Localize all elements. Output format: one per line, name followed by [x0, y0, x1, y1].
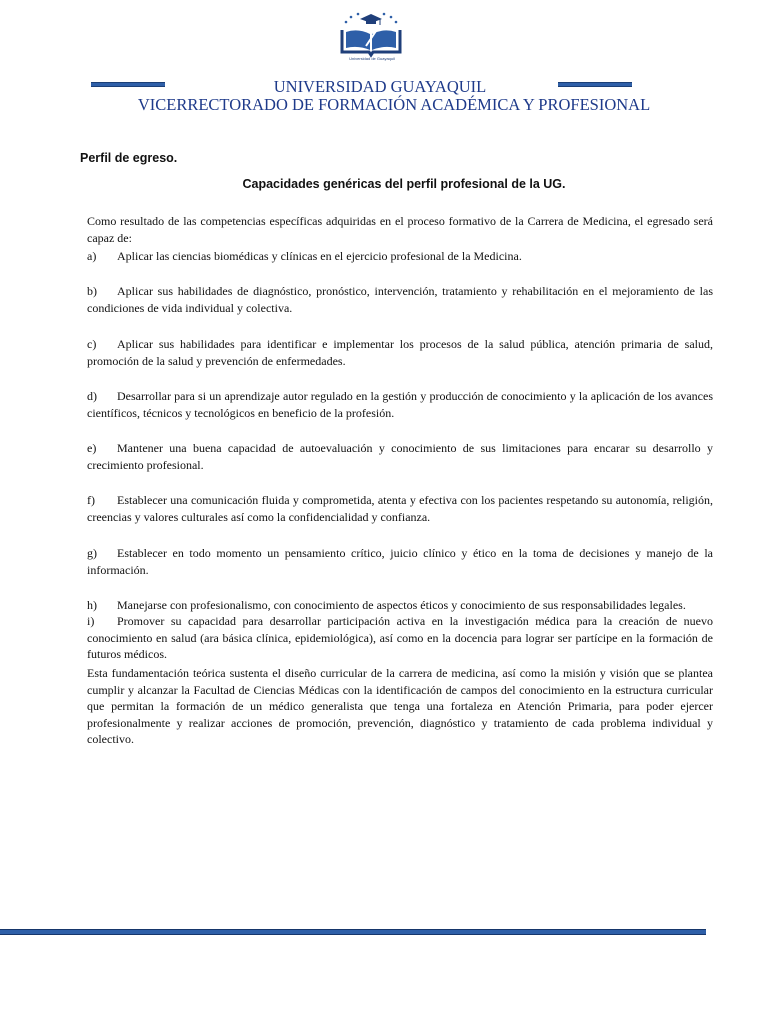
logo-caption: Universidad de Guayaquil: [349, 56, 395, 61]
list-item-text: Desarrollar para si un aprendizaje autor regulado en la gestión y producción de conocimiento y la aplicación de los avances científicos, técnicos y tecnológicos en beneficio de la profesión.: [87, 389, 713, 420]
list-item-label: e): [87, 441, 97, 455]
book-graduation-cap-icon: [336, 10, 406, 58]
list-item-text: Aplicar sus habilidades para identificar e implementar los procesos de la salud pública, atención primaria de salud, promoción de la salud y prevención de enfermedades.: [87, 337, 713, 368]
list-item-text: Promover su capacidad para desarrollar participación activa en la investigación médica para la creación de nuevo conocimiento en salud (ara básica clínica, epidemiológica), así como en la docencia para lograr ser partícipe en la formación de futuros médicos.: [87, 614, 713, 661]
list-item: [87, 492, 713, 525]
list-item: [87, 597, 713, 614]
list-item: [87, 440, 713, 473]
list-item-label: d): [87, 389, 97, 403]
list-item-text: Aplicar las ciencias biomédicas y clínicas en el ejercicio profesional de la Medicina.: [117, 249, 522, 263]
closing-paragraph: Esta fundamentación teórica sustenta el diseño curricular de la carrera de medicina, así como la misión y visión que se plantea cumplir y alcanzar la Facultad de Ciencias Médicas con la identificación de campos del conocimiento en la estructura curricular que permitan la formación de un médico generalista que tenga una fortaleza en Atención Primaria, para poder ejercer profesionalmente y realizar acciones de promoción, prevención, diagnóstico y tratamiento de cada problema individual y colectivo.: [87, 666, 713, 746]
list-item: [87, 248, 713, 265]
list-item-label: g): [87, 546, 97, 560]
list-item: [87, 283, 713, 316]
list-item: [87, 613, 713, 663]
list-item: [87, 388, 713, 421]
list-item-label: i): [87, 614, 95, 628]
intro-paragraph: Como resultado de las competencias específicas adquiridas en el proceso formativo de la Carrera de Medicina, el egresado será capaz de:: [87, 214, 713, 245]
list-item-label: c): [87, 337, 97, 351]
list-item-text: Mantener una buena capacidad de autoevaluación y conocimiento de sus limitaciones para encarar su desarrollo y crecimiento profesional.: [87, 441, 713, 472]
list-item-label: b): [87, 284, 97, 298]
list-item-text: Aplicar sus habilidades de diagnóstico, pronóstico, intervención, tratamiento y rehabilitación en el mejoramiento de las condiciones de vida individual y colectiva.: [87, 284, 713, 315]
list-item: [87, 545, 713, 578]
university-title: UNIVERSIDAD GUAYAQUIL: [273, 77, 487, 96]
list-item-label: a): [87, 249, 97, 263]
list-item: [87, 336, 713, 369]
list-item-label: f): [87, 493, 95, 507]
footer-bar: [0, 929, 706, 935]
list-item-text: Manejarse con profesionalismo, con conocimiento de aspectos éticos y conocimiento de sus responsabilidades legales.: [117, 598, 686, 612]
list-item-label: h): [87, 598, 97, 612]
subtitle: Capacidades genéricas del perfil profesional de la UG.: [242, 177, 566, 191]
list-item-text: Establecer una comunicación fluida y comprometida, atenta y efectiva con los pacientes respetando su autonomía, religión, creencias y valores culturales así como la confidencialidad y confianza.: [87, 493, 713, 524]
list-item-text: Establecer en todo momento un pensamiento crítico, juicio clínico y ético en la toma de decisiones y manejo de la información.: [87, 546, 713, 577]
section-title: Perfil de egreso.: [80, 151, 178, 165]
vicerrectorado-title: VICERRECTORADO DE FORMACIÓN ACADÉMICA Y PROFESIONAL: [137, 95, 651, 114]
